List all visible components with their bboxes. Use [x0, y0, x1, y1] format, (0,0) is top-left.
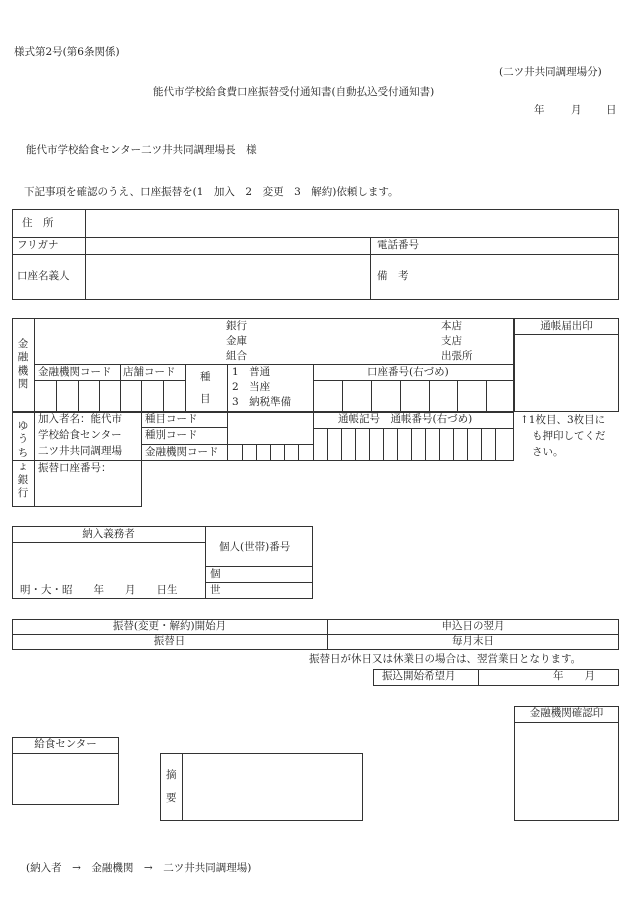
date-year[interactable]: 年 — [534, 104, 545, 116]
passbook-number-input[interactable] — [315, 430, 513, 460]
subscriber-name-3: 二ツ井共同調理場 — [38, 445, 122, 457]
seal-note-2: も押印してくだ — [532, 430, 606, 442]
seal-note-1: ↑1枚目、3枚目に — [520, 414, 606, 426]
institution-code-label: 金融機関コード — [38, 366, 112, 378]
desired-month-value[interactable]: 年 月 — [553, 670, 595, 682]
yucho-inst-code-label: 金融機関コード — [145, 446, 219, 458]
kind-label-top: 種 — [200, 371, 211, 383]
kind-option-ordinary[interactable]: 1 普通 — [232, 366, 271, 378]
holiday-note: 振替日が休日又は休業日の場合は、翌営業日となります。 — [309, 653, 582, 665]
kind-option-current[interactable]: 2 当座 — [232, 381, 271, 393]
subscriber-name-2: 学校給食センター — [38, 429, 122, 441]
summary-label-bottom: 要 — [166, 792, 177, 804]
kind-option-tax-reserve[interactable]: 3 納税準備 — [232, 396, 292, 408]
item-code-label: 種目コード — [145, 413, 198, 425]
subscriber-name-1: 加入者名：能代市 — [38, 413, 122, 425]
household-option[interactable]: 世 — [210, 584, 221, 596]
routing-flow: (納入者 → 金融機関 → 二ツ井共同調理場) — [26, 862, 252, 874]
request-text: 下記事項を確認のうえ、口座振替を(1 加入 2 変更 3 解約)依頼します。 — [24, 186, 399, 198]
date-month[interactable]: 月 — [571, 104, 582, 116]
branch-office: 出張所 — [441, 350, 473, 362]
bank-confirm-seal-box[interactable] — [514, 706, 619, 821]
phone-label: 電話番号 — [377, 239, 419, 251]
start-month-value: 申込日の翌月 — [441, 620, 505, 632]
passbook-seal-label: 通帳届出印 — [540, 320, 593, 332]
transfer-day-label: 振替日 — [153, 635, 186, 647]
address-field[interactable] — [90, 212, 615, 236]
class-code-label: 種別コード — [145, 429, 198, 441]
addressee: 能代市学校給食センター二ツ井共同調理場長 様 — [26, 144, 257, 156]
account-number-label: 口座番号(右づめ) — [367, 366, 449, 378]
furigana-label: フリガナ — [17, 239, 59, 251]
account-holder-label: 口座名義人 — [17, 270, 70, 282]
address-label: 住 所 — [22, 217, 54, 229]
remarks-label: 備 考 — [377, 270, 409, 282]
summary-label-top: 摘 — [166, 769, 177, 781]
account-holder-field[interactable] — [90, 256, 366, 298]
type-kumiai: 組合 — [226, 350, 247, 362]
transfer-day-value: 毎月末日 — [452, 635, 494, 647]
payer-title: 納入義務者 — [82, 528, 135, 540]
branch-branch: 支店 — [441, 335, 462, 347]
form-number: 様式第2号(第6条関係) — [14, 46, 120, 58]
desired-month-label: 振込開始希望月 — [382, 670, 456, 682]
passbook-number-label: 通帳記号 通帳番号(右づめ) — [338, 413, 473, 425]
bank-side-label: 金融機関 — [17, 338, 29, 391]
type-shinkin: 金庫 — [226, 335, 247, 347]
type-bank: 銀行 — [226, 320, 247, 332]
furigana-field[interactable] — [90, 239, 366, 253]
branch-main: 本店 — [441, 320, 462, 332]
payer-birthdate[interactable]: 明・大・昭 年 月 日生 — [20, 584, 178, 596]
institution-code-input[interactable] — [36, 382, 184, 411]
transfer-account-label: 振替口座番号： — [38, 462, 112, 474]
personal-number-label: 個人(世帯)番号 — [219, 541, 291, 553]
date-day[interactable]: 日 — [606, 104, 617, 116]
personal-option[interactable]: 個 — [210, 568, 221, 580]
form-title: 能代市学校給食費口座振替受付通知書(自動払込受付通知書) — [153, 86, 435, 98]
summary-field[interactable] — [185, 755, 361, 819]
copy-label: (二ツ井共同調理場分) — [499, 66, 602, 78]
center-seal-label: 給食センター — [34, 738, 97, 750]
store-code-label: 店舗コード — [123, 366, 176, 378]
yucho-side-label: ゆうちょ銀行 — [17, 420, 29, 500]
account-number-input[interactable] — [315, 382, 513, 411]
start-month-label: 振替(変更・解約)開始月 — [112, 620, 227, 632]
seal-note-3: さい。 — [532, 446, 564, 458]
bank-confirm-seal-label: 金融機関確認印 — [529, 707, 604, 719]
kind-label-bottom: 目 — [200, 393, 211, 405]
